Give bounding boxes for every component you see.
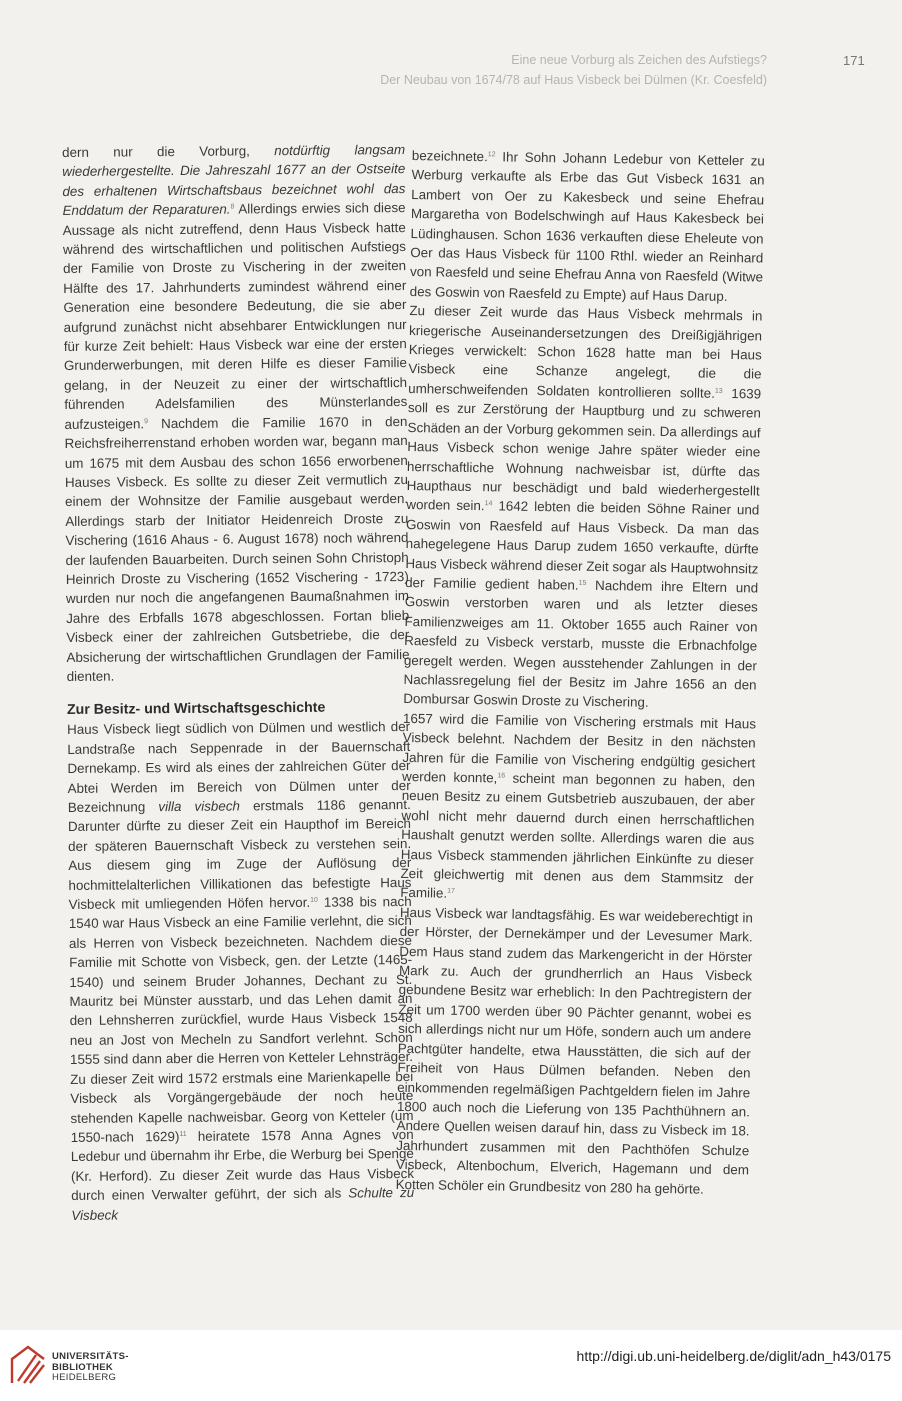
library-name: UNIVERSITÄTS- BIBLIOTHEK HEIDELBERG	[52, 1351, 129, 1383]
running-head-title: Eine neue Vorburg als Zeichen des Aufstiegs?	[511, 53, 767, 67]
footnote-ref[interactable]: 10	[310, 896, 318, 904]
paragraph: dern nur die Vorburg, notdürftig langsam wiederhergestellte. Die Jahreszahl 1677 an der Ostseite des erhaltenen Wirtschaftsbaus bezeichnet wohl das Enddatum der Reparaturen.$^8$ Allerdings erwies sich diese Aussage als nicht zutreffend, denn Haus Visbeck hatte während des wirtschaftlichen und politischen Aufstiegs der Familie von Droste zu Vischering in der zweiten Hälfte des 17. Jahrhunderts zumindest während einer Generation eine besondere Bedeutung, die sie aber aufgrund zunächst nicht absehbarer Entwicklungen nur für kurze Zeit behielt: Haus Visbeck war eine der ersten Grunderwerbungen, mit deren Hilfe es dieser Familie gelang, in der Neuzeit zu einer der wirtschaftlich führenden Adelsfamilien des Münsterlandes aufzusteigen.$^9$ Nachdem die Familie 1670 in den Reichsfreiherrenstand erhoben worden war, begann man um 1675 mit dem Ausbau des schon 1656 erworbenen Hauses Visbeck. Es sollte zu dieser Zeit vermutlich zu einem der Wohnsitze der Familie ausgebaut werden. Allerdings starb der Initiator Heidenreich Droste zu Vischering (1616 Ahaus - 6. August 1678) noch während der laufenden Bauarbeiten. Durch seinen Sohn Christoph Heinrich Droste zu Vischering (1652 Vischering - 1723) wurden nur noch die angefangenen Baumaßnahmen im Jahre des Erbfalls 1678 abgeschlossen. Fortan blieb Visbeck einer der zahlreichen Gutsbetriebe, die der Absicherung der wirtschaftlichen Grundlagen der Familie dienten.	[62, 142, 410, 684]
footnote-ref[interactable]: 15	[578, 579, 587, 587]
right-column	[396, 146, 765, 1199]
footnote-ref[interactable]: 12	[487, 151, 496, 159]
university-library-logo-icon	[9, 1343, 47, 1387]
paragraph: Zu dieser Zeit wurde das Haus Visbeck mehrmals in kriegerische Auseinandersetzungen des Dreißigjährigen Krieges verwickelt: Schon 1628 hatte man bei Haus Visbeck eine Schanze angelegt, die die umherschweifenden Soldaten kontrollieren sollte.$^{13}$ 1639 soll es zur Zerstörung der Hauptburg und zu schweren Schäden an der Vorburg gekommen sein. Da allerdings auf Haus Visbeck schon wenige Jahre später wieder eine herrschaftliche Wohnung nachweisbar ist, dürfte das Haupthaus nur beschädigt und bald wiederhergestellt worden sein.$^{14}$ 1642 lebten die beiden Söhne Rainer und Goswin von Raesfeld auf Haus Visbeck. Da man das nahegelegene Haus Darup zudem 1650 verkaufte, dürfte Haus Visbeck während dieser Zeit sogar als Hauptwohnsitz der Familie gedient haben.$^{15}$ Nachdem ihre Eltern und Goswin verstorben waren und als letzter dieses Familienzweiges am 11. Oktober 1655 auch Rainer von Raesfeld zu Visbeck verstarb, musste die Erbnachfolge geregelt werden. Wegen ausstehender Zahlungen in der Nachlassregelung fiel der Besitz im Jahre 1656 an den Dombursar Goswin Droste zu Vischering.	[403, 303, 763, 711]
left-column	[62, 140, 414, 1225]
running-head-subtitle: Der Neubau von 1674/78 auf Haus Visbeck bei Dülmen (Kr. Coesfeld)	[380, 73, 767, 87]
page-number: 171	[843, 53, 865, 68]
footnote-ref[interactable]: 13	[714, 387, 723, 395]
footnote-ref[interactable]: 16	[497, 772, 506, 780]
paragraph: Haus Visbeck war landtagsfähig. Es war weideberechtigt in der Hörster, der Dernekämper und der Levesumer Mark. Dem Haus stand zudem das Markengericht in der Hörster Mark zu. Auch der grundherrlich an Haus Visbeck gebundene Besitz war erheblich: In den Pachtregistern der Zeit um 1700 werden über 90 Pächter genannt, wobei es sich allerdings nicht nur um Höfe, sondern auch um andere Pachtgüter handelte, etwa Hausstätten, die sich auf der Freiheit von Haus Dülmen befanden. Neben den einkommenden regelmäßigen Pachtgeldern fielen im Jahre 1800 auch noch die Lieferung von 135 Pachthühnern an. Andere Quellen weisen darauf hin, dass zu Visbeck im 18. Jahrhundert zusammen mit den Pachthöfen Schulze Visbeck, Altenbochum, Elverich, Hagemann und dem Kotten Schöler ein Grundbesitz von 280 ha gehörte.	[395, 904, 754, 1197]
paragraph: bezeichnete.$^{12}$ Ihr Sohn Johann Ledebur von Ketteler zu Werburg verkaufte als Erbe das Gut Visbeck 1631 an Lambert von Oer zu Kakesbeck und seine Ehefrau Margaretha von Bodelschwingh auf Haus Kakesbeck bei Lüdinghausen. Schon 1636 verkauften diese Eheleute von Oer das Haus Visbeck für 1100 Rthl. wieder an Reinhard von Raesfeld und seine Ehefrau Anna von Raesfeld (Witwe des Goswin von Raesfeld zu Empte) auf Haus Darup.	[409, 147, 765, 304]
source-url-link[interactable]: http://digi.ub.uni-heidelberg.de/diglit/adn_h43/0175	[576, 1348, 891, 1364]
footer-bar	[0, 1330, 902, 1401]
footnote-ref[interactable]: 8	[230, 203, 235, 211]
section-heading: Zur Besitz- und Wirtschaftsgeschichte	[66, 700, 326, 719]
running-head	[380, 50, 767, 90]
footnote-ref[interactable]: 14	[484, 500, 493, 508]
paragraph: Haus Visbeck liegt südlich von Dülmen und westlich der Landstraße nach Seppenrade in der Bauernschaft Dernekamp. Es wird als eines der zahlreichen Güter der Abtei Werden im Bereich von Dülmen unter der Bezeichnung villa visbech erstmals 1186 genannt. Darunter dürfte zu dieser Zeit ein Haupthof im Bereich der späteren Bauernschaft Visbeck zu verstehen sein. Aus diesem ging im Zuge der Auflösung der hochmittelalterlichen Villikationen das befestigte Haus Visbeck mit umliegenden Höfen hervor.$^{10}$ 1338 bis nach 1540 war Haus Visbeck an eine Familie verlehnt, die sich als Herren von Visbeck bezeichneten. Nachdem diese Familie mit Schotte von Visbeck, gen. der Letzte (1465-1540) und seinem Bruder Johannes, Dechant zu St. Mauritz bei Münster ausstarb, und das Lehen damit an den Lehnsherren zurückfiel, wurde Haus Visbeck 1548 neu an Jost von Mecheln zu Sandfort verlehnt. Schon 1555 sind dann aber die Herren von Ketteler Lehnsträger. Zu dieser Zeit wird 1572 erstmals eine Marienkapelle bei Visbeck als Vorgängergebäude der noch heute stehenden Kapelle nachweisbar. Georg von Ketteler (um 1550-nach 1629)$^{11}$ heiratete 1578 Anna Agnes von Ledebur und übernahm ihr Erbe, die Werburg bei Spenge (Kr. Herford). Zu dieser Zeit wurde das Haus Visbeck durch einen Verwalter geführt, der sich als Schulte zu Visbeck	[67, 719, 415, 1223]
paragraph: 1657 wird die Familie von Vischering erstmals mit Haus Visbeck belehnt. Nachdem der Besitz in den nächsten Jahren für die Familie von Vischering endgültig gesichert werden konnte,$^{16}$ scheint man begonnen zu haben, den neuen Besitz zu einem Gutsbetrieb auszubauen, der aber wohl nicht mehr dauernd durch einen herrschaftlichen Haushalt genutzt werden sollte. Allerdings waren die aus Haus Visbeck stammenden jährlichen Einkünfte zu dieser Zeit gleichwertig mit denen aus dem Stammsitz der Familie.$^{17}$	[400, 710, 757, 902]
footnote-ref[interactable]: 11	[179, 1130, 187, 1138]
footnote-ref[interactable]: 17	[447, 888, 456, 896]
footnote-ref[interactable]: 9	[144, 417, 149, 425]
